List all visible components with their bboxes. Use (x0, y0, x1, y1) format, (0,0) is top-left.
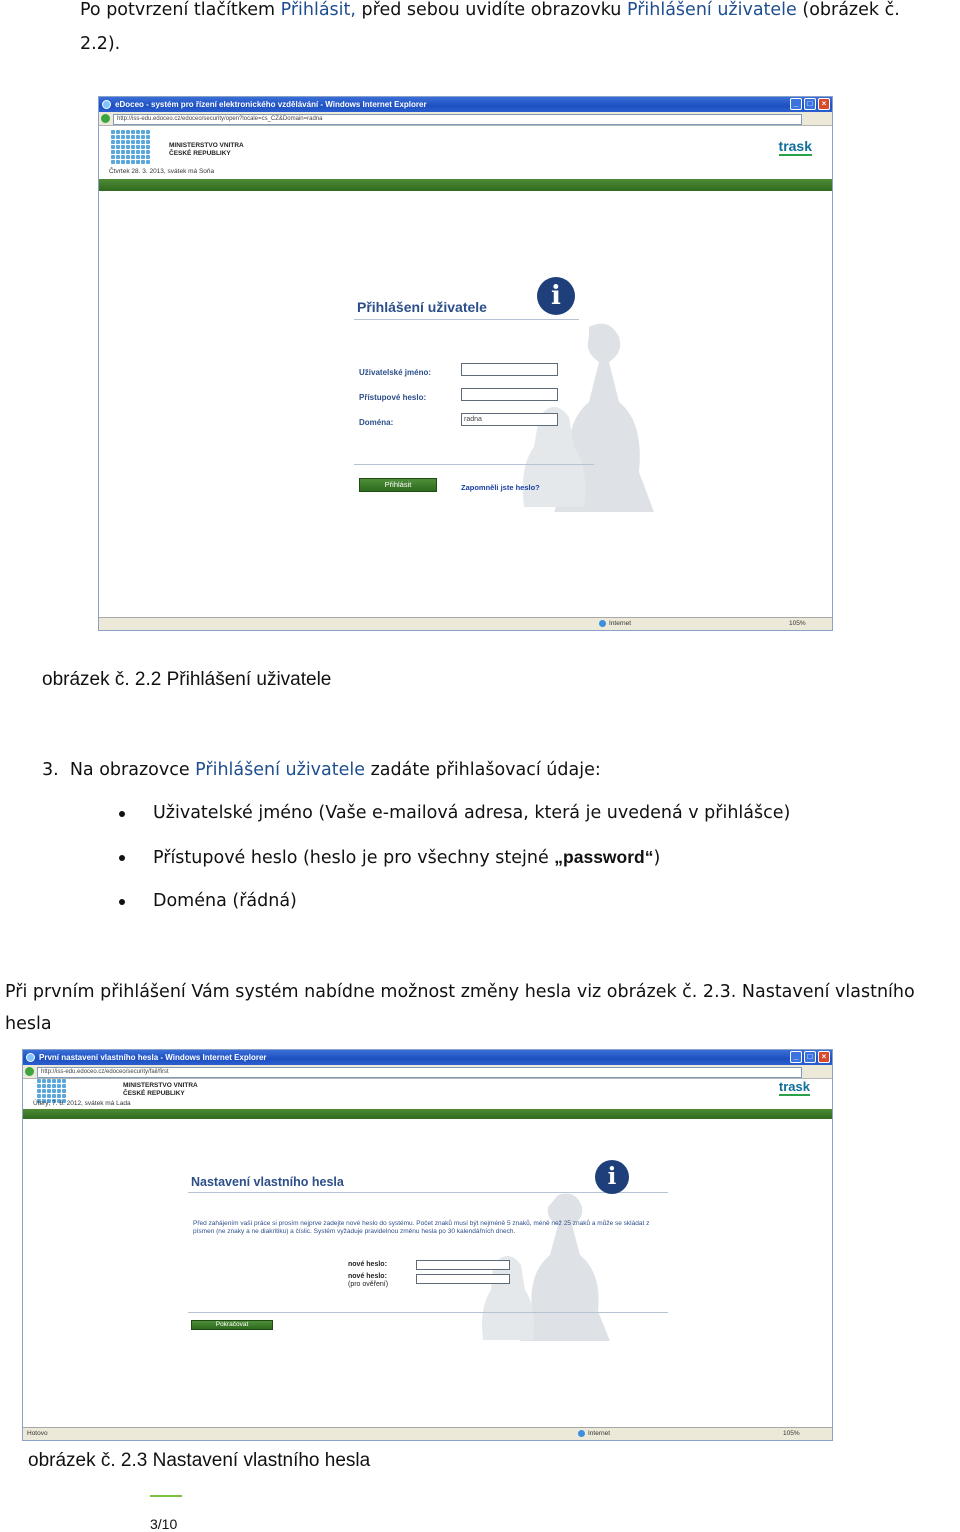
address-bar (23, 1065, 832, 1079)
first-login-paragraph: Při prvním přihlášení Vám systém nabídne možnost změny hesla viz obrázek č. 2.3. Nastavení vlastního hesla (5, 982, 915, 1034)
form-title: Nastavení vlastního hesla (191, 1175, 344, 1189)
instructions-text: Před zahájením vaší práce si prosím nejprve zadejte nové heslo do systému. Počet znaků musí být nejméně 5 znaků, méně než 25 znaků a může se skládat z písmen (ne znaky a ne diakritiku) a číslic. Systém vyžaduje pravidelnou změnu hesla po 30 kalendářních dnech. (193, 1220, 650, 1235)
ie-icon (26, 1053, 35, 1062)
green-nav-bar (99, 179, 832, 191)
ministry-logo-icon (111, 130, 150, 164)
window-title: eDoceo - systém pro řízení elektronického vzdělávání - Windows Internet Explorer (115, 100, 427, 109)
status-bar (23, 1427, 832, 1440)
link-prihlaseni-uzivatele-2: Přihlášení uživatele (195, 760, 366, 780)
step3-paragraph: 3. Na obrazovce Přihlášení uživatele zadáte přihlašovací údaje: (42, 760, 601, 780)
maximize-button[interactable]: □ (804, 1051, 816, 1063)
link-prihlaseni-uzivatele: Přihlášení uživatele (626, 0, 797, 20)
trask-logo: trask (778, 1079, 810, 1094)
date-bar: Úterý, 7. 8. 2012, svátek má Lada (33, 1100, 131, 1107)
password-label: Přístupové heslo: (359, 393, 427, 402)
intro-paragraph: Po potvrzení tlačítkem Přihlásit, před sebou uvidíte obrazovku Přihlášení uživatele (obrázek č. (80, 0, 900, 20)
screenshot-password-window (22, 1049, 833, 1441)
page-number: 3/10 (150, 1516, 178, 1532)
list-item: Doména (řádná) (153, 890, 933, 934)
status-zone: Internet (578, 1428, 610, 1440)
minimize-button[interactable]: _ (790, 1051, 802, 1063)
globe-icon (578, 1430, 585, 1437)
caption-figure-2-2: obrázek č. 2.2 Přihlášení uživatele (42, 669, 332, 690)
forgot-password-link[interactable]: Zapomněli jste heslo? (461, 483, 540, 492)
confirm-password-label: nové heslo: (pro ověření) (348, 1273, 389, 1288)
chess-pieces-image (519, 307, 679, 547)
window-titlebar (99, 97, 832, 112)
confirm-password-input[interactable] (416, 1274, 510, 1284)
screenshot-login-window (98, 96, 833, 631)
address-bar (99, 112, 832, 126)
domain-label: Doména: (359, 418, 394, 427)
close-button[interactable]: × (818, 1051, 830, 1063)
password-value: „password“ (554, 847, 654, 867)
form-title: Přihlášení uživatele (357, 299, 487, 315)
ministry-name: MINISTERSTVO VNITRA ČESKÉ REPUBLIKY (169, 142, 244, 157)
globe-icon (599, 620, 606, 627)
minimize-button[interactable]: _ (790, 98, 802, 110)
list-item: Přístupové heslo (heslo je pro všechny stejné „password“) (153, 846, 933, 890)
status-zoom[interactable]: 105% (783, 1430, 800, 1437)
username-label: Uživatelské jméno: (359, 368, 432, 377)
status-text: Hotovo (27, 1430, 48, 1437)
status-zoom[interactable]: 105% (789, 620, 806, 627)
login-button[interactable]: Přihlásit (359, 478, 437, 492)
form-title-underline (188, 1192, 668, 1193)
green-nav-bar (23, 1109, 832, 1119)
window-titlebar (23, 1050, 832, 1065)
password-input[interactable] (461, 388, 558, 401)
username-input[interactable] (461, 363, 558, 376)
back-icon[interactable] (25, 1067, 34, 1076)
domain-input[interactable]: radna (461, 413, 558, 426)
form-divider (354, 464, 594, 465)
back-icon[interactable] (101, 114, 110, 123)
url-field[interactable]: http://iss-edu.edoceo.cz/edoceo/security/open?locale=cs_CZ&Domain=radna (113, 114, 802, 125)
ministry-name: MINISTERSTVO VNITRA ČESKÉ REPUBLIKY (123, 1082, 198, 1097)
form-title-underline (354, 319, 579, 320)
link-prihlasit: Přihlásit, (280, 0, 356, 20)
list-item: Uživatelské jméno (Vaše e-mailová adresa, která je uvedená v přihlášce) (153, 802, 933, 846)
status-bar (99, 617, 832, 630)
form-divider (188, 1312, 668, 1313)
new-password-input[interactable] (416, 1260, 510, 1270)
info-icon: i (537, 277, 575, 315)
date-bar: Čtvrtek 28. 3. 2013, svátek má Soňa (109, 168, 215, 175)
continue-button[interactable]: Pokračovat (191, 1320, 273, 1330)
footer-rule (150, 1495, 182, 1497)
caption-figure-2-3: obrázek č. 2.3 Nastavení vlastního hesla (28, 1450, 371, 1471)
info-icon: i (595, 1160, 629, 1194)
url-field[interactable]: http://iss-edu.edoceo.cz/edoceo/security/fail/first (37, 1067, 802, 1078)
intro-paragraph-line2: 2.2). (80, 34, 121, 54)
credentials-list (153, 802, 933, 934)
new-password-label: nové heslo: (348, 1261, 387, 1268)
maximize-button[interactable]: □ (804, 98, 816, 110)
window-title: První nastavení vlastního hesla - Windows Internet Explorer (39, 1053, 267, 1062)
status-zone: Internet (599, 618, 631, 630)
close-button[interactable]: × (818, 98, 830, 110)
trask-logo: trask (778, 138, 812, 154)
ie-icon (102, 100, 111, 109)
